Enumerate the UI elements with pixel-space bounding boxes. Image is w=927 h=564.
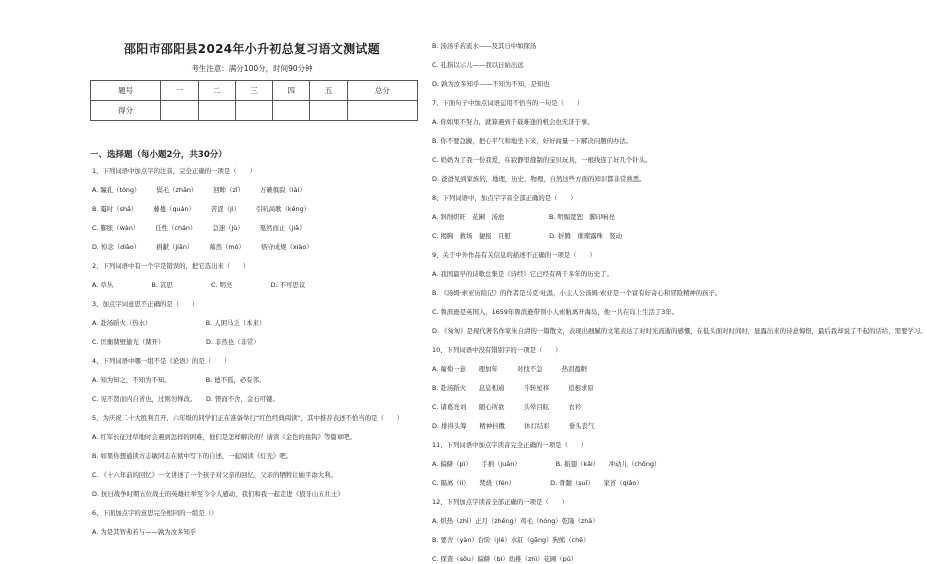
question-line: A. 我国最早的诗歌总集是《诗经》它已经有两千多年的历史了。	[432, 270, 613, 278]
table-cell: 得分	[91, 101, 161, 121]
question-line: C. 探查（sōu）偏僻（bì）幼稚（zhì）花圃（pǔ）	[432, 555, 578, 563]
question-line: B. 汤汤乎若流水——及其日中如探汤	[432, 42, 537, 50]
question-line: A. 赴汤蹈火（热水） B. 人困马乏（本来）	[92, 319, 266, 327]
table-cell: 四	[273, 81, 310, 101]
question-line: 4、下列词语中哪一组不是《论语》的是（ ）	[92, 357, 231, 365]
question-line: A. 瞳孔（tóng） 鬓毛（zhān） 回眸（zī） 万籁俱寂（lài）	[92, 186, 306, 194]
table-cell: 二	[198, 81, 235, 101]
exam-note: 考生注意：满分100分，时间90分钟	[191, 64, 313, 73]
table-cell: 五	[310, 81, 347, 101]
table-cell	[161, 101, 198, 121]
table-cell: 三	[235, 81, 272, 101]
question-line: 5、为庆祝二十大胜利召开，六年级的同学们正在准备举行“红色经典阅读”，其中推荐表述不恰当的是（ ）	[92, 414, 404, 422]
table-cell: 一	[161, 81, 198, 101]
table-cell: 题号	[91, 81, 161, 101]
question-line: C. 膨胀（wàn） 任性（chán） 急速（jù） 戛然而止（jiā）	[92, 224, 306, 232]
question-line: C. 《十六年前的回忆》一文讲述了一个孩子对父亲的回忆，父亲的牺牲让她平添大利。	[92, 471, 337, 479]
question-line: B. 要舍（yàn）台阶（jiē）水缸（gāng）狗熊（chē）	[432, 536, 590, 544]
question-line: C. 匡衡凿壁偷光（凿开） D. 非然也（非常）	[92, 338, 260, 346]
question-line: D. 悼念（diào） 捐献（jiān） 慕然（mó） 恪守成规（xiào）	[92, 243, 313, 251]
question-line: A. 斜削炽旺 花圃 汤池 B. 明媚宽恕 脚印响亮	[432, 213, 615, 221]
question-line: B. 《汤姆·索亚历险记》的作者是马克·吐温，小主人公汤姆·索亚是一个富有好奇心和冒险精神的孩子。	[432, 289, 722, 297]
question-line: A. 草丛 B. 哀思 C. 明亮 D. 不可思议	[92, 281, 306, 289]
table-cell	[235, 101, 272, 121]
question-line: A. 炽热（zhì）正月（zhēng）鸡毛（hóng）乾隆（zhā）	[432, 517, 599, 525]
question-line: 12、下列加点字读音全部正确的一项是（ ）	[432, 498, 568, 506]
question-line: 2、下列词语中有一个字是错误的，把它选出来（ ）	[92, 262, 250, 270]
question-line: A. 红军长征过草地时会遇到怎样的困难，他们是怎样解决的？请读《金色的鱼钩》等篇章吧。	[92, 433, 356, 441]
question-line: C. 揭胸 救场 捷报 且慰 D. 折腾 璀璨露珠 竖动	[432, 232, 623, 240]
question-line: C. 鲁滨逊是英国人，1659年鲁滨逊带领小人索航离开海岛，他一共在岛上生活了3年。	[432, 308, 679, 316]
question-line: 8、下列词语中，加点字字音全部正确的是（ ）	[432, 194, 577, 202]
question-line: A. 葡萄一意 理加年 对找不急 热泪盈眶	[432, 365, 588, 373]
table-cell	[273, 101, 310, 121]
question-line: C. 奶奶为了我一份我爱，在寂静里缝制的宝贝玩具，一根线连了好几个针头。	[432, 156, 652, 164]
question-line: B. 你不要急躁，把心平气和地坐下来，好好商量一下解决问题的办法。	[432, 137, 633, 145]
question-line: 6、下面加点字的意思完全相同的一组是（）	[92, 509, 218, 517]
question-line: 7、下面句子中加点词语运用不恰当的一句是（ ）	[432, 99, 584, 107]
question-line: A. 知为知之，不知为不知。 B. 德不孤，必有邻。	[92, 376, 266, 384]
question-line: C. 隔离（lí） 焚烧（fén） D. 骨髓（suǐ） 家省（qiǎo）	[432, 479, 643, 487]
question-line: D. 孰为汝多知乎——不知为不知，是知也	[432, 80, 550, 88]
question-line: B. 如果你想通读方志敏同志在狱中写下的自述，一起阅读《灯光》吧。	[92, 452, 293, 460]
question-line: D. 排得头筹 精神抖擞 休灯结彩 垂头丧气	[432, 422, 595, 430]
table-cell: 总分	[347, 81, 417, 101]
question-line: 10、下列词语中没有错别字的一项是（ ）	[432, 346, 562, 354]
question-line: A. 为是其智弗若与——孰为汝多知乎	[92, 528, 197, 536]
table-cell	[310, 101, 347, 121]
question-line: 9、关于中外作品有关信息的描述不正确的一项是（ ）	[432, 251, 596, 259]
question-line: A. 你如果不努力，就算遇到千载难逢的机会也无济于事。	[432, 118, 594, 126]
question-line: B. 霉时（shā） 藤蔓（quán） 苦涩（jì） 引吭高歌（kēng）	[92, 205, 311, 213]
question-line: 11、下列词语中加点字读音完全正确的一项是（ ）	[432, 441, 588, 449]
question-line: A. 偏僻（pì） 手捐（juān） B. 振翅（kǎi） 冲动儿（chōng）	[432, 460, 661, 468]
table-cell	[347, 101, 417, 121]
question-line: 3、加点字词意思不正确的是（ ）	[92, 300, 199, 308]
question-line: D. 抗日战争时期五位战士的英雄壮举至今令人感动，我们和我一起走进《狼牙山五壮士》	[92, 490, 344, 498]
question-line: C. 见不贤而内自省也，过则勿惮改。 D. 锲而不舍，金石可镂。	[92, 395, 279, 403]
question-line: B. 赴汤蹈火 息息相通 斗转星移 追根求原	[432, 384, 594, 392]
score-table	[90, 80, 418, 121]
section-title: 一、选择题（每小题2分，共30分）	[90, 150, 227, 160]
table-row	[91, 81, 418, 101]
question-line: C. 诸葛亮刘 随心所欲 头晕目眩 衣衫	[432, 403, 582, 411]
question-line: C. 孔指以示儿——我以日始出远	[432, 61, 524, 69]
question-line: D. 《匆匆》是现代著名作家朱自清的一篇散文，表现出细腻的文笔表达了对时光流逝的感慨，在低头面对时间时，显露出来的诗意悔恨，最后我却说了不起的话给，需要学习。	[432, 327, 927, 335]
question-line: D. 爸爸见到家族的，地理，历史，物理，自然这些方面的知识都非常熟悉。	[432, 175, 646, 183]
question-line: 1、下列词语中加点字的注音，完全正确的一项是（ ）	[92, 167, 256, 175]
table-row	[91, 101, 418, 121]
table-cell	[198, 101, 235, 121]
page-title: 邵阳市邵阳县2024年小升初总复习语文测试题	[124, 42, 380, 56]
